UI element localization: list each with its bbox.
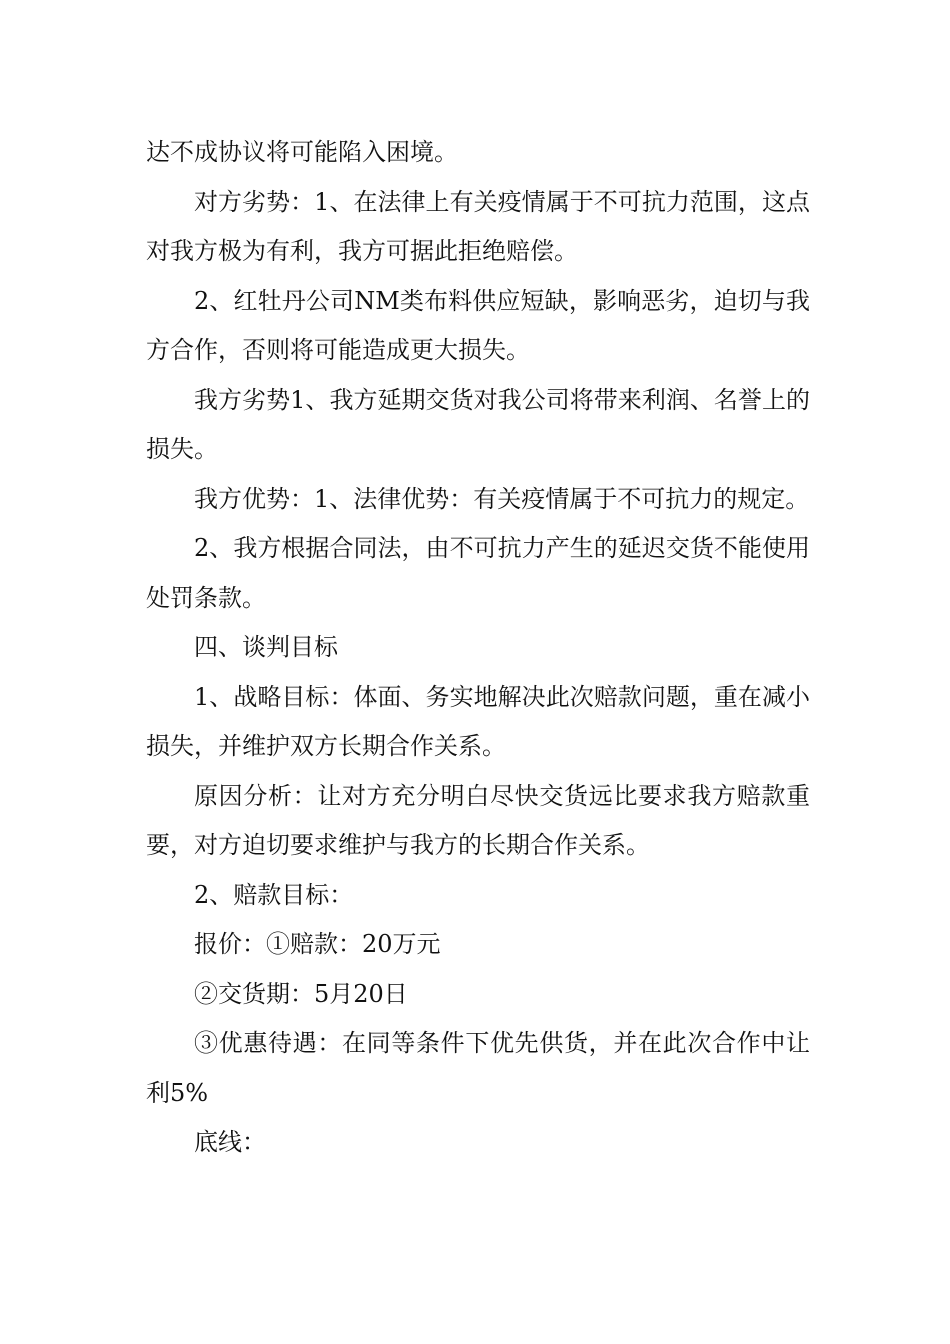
paragraph-10: 2、赔款目标：	[194, 880, 354, 909]
paragraph-9: 原因分析：让对方充分明白尽快交货远比要求我方赔款重要，对方迫切要求维护与我方的长期合作关系。	[146, 781, 810, 859]
paragraph-6: 2、我方根据合同法，由不可抗力产生的延迟交货不能使用处罚条款。	[146, 534, 810, 612]
paragraph-13: ③优惠待遇：在同等条件下优先供货，并在此次合作中让利5%	[146, 1029, 810, 1107]
paragraph-5: 我方优势：1、法律优势：有关疫情属于不可抗力的规定。	[194, 484, 810, 513]
paragraph-8: 1、战略目标：体面、务实地解决此次赔款问题，重在减小损失，并维护双方长期合作关系。	[146, 682, 810, 760]
paragraph-14: 底线：	[194, 1128, 266, 1156]
section-heading: 四、谈判目标	[194, 633, 338, 661]
paragraph-1: 达不成协议将可能陷入困境。	[146, 138, 458, 166]
paragraph-11: 报价：①赔款：20万元	[194, 930, 441, 958]
paragraph-2: 对方劣势：1、在法律上有关疫情属于不可抗力范围，这点对我方极为有利，我方可据此拒绝赔偿。	[146, 187, 810, 265]
paragraph-4: 我方劣势1、我方延期交货对我公司将带来利润、名誉上的损失。	[146, 385, 810, 463]
paragraph-3: 2、红牡丹公司NM类布料供应短缺，影响恶劣，迫切与我方合作，否则将可能造成更大损失。	[146, 286, 810, 364]
paragraph-12: ②交货期：5月20日	[194, 979, 408, 1008]
document-body	[146, 128, 810, 1168]
